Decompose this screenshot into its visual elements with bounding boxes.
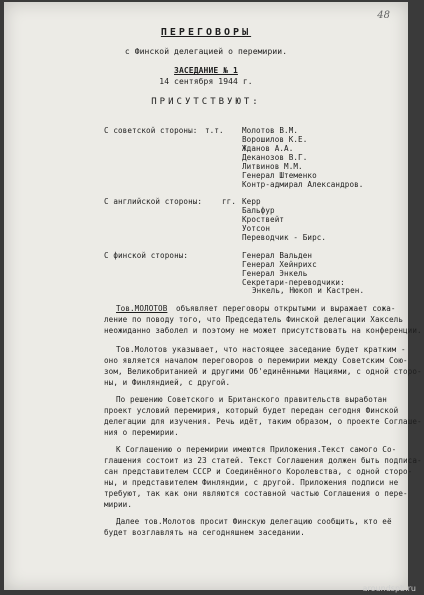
paragraph-line: проект условий перемирия, который будет передан сегодня Финской <box>104 406 399 415</box>
session-date: 14 сентября 1944 г. <box>159 77 253 86</box>
document-page <box>4 2 422 590</box>
paragraph-line: мирии. <box>104 500 133 509</box>
paragraph-line: оно является началом переговоров о перемирии между Советским Сою- <box>104 356 408 365</box>
soviet-name: Генерал Штеменко <box>242 171 317 180</box>
finnish-side-label: С финской стороны: <box>104 251 189 260</box>
paragraph-line: ны, и представителем Финляндии, с другой. Приложения подписи не <box>104 478 399 487</box>
paragraph-line: ление по поводу того, что Председатель Финской делегации Хаксель <box>104 315 403 324</box>
speaker-name: Тов.МОЛОТОВ <box>116 304 168 313</box>
document-subtitle: с Финской делегацией о перемирии. <box>124 47 288 56</box>
soviet-name: Литвинов М.М. <box>242 162 303 171</box>
finnish-name: Энкель, Нюкоп и Кастрен. <box>252 286 365 295</box>
finnish-name: Генерал Энкель <box>242 269 308 278</box>
paragraph-line: объявляет переговоры открытыми и выражает сожа- <box>176 304 396 313</box>
paragraph-line: К Соглашению о перемирии имеются Приложения.Текст самого Со- <box>116 445 397 454</box>
paragraph-line: делегации для изучения. Речь идёт, таким образом, о проекте Соглаше- <box>104 417 422 426</box>
paragraph-line: сан представителем СССР и Соединённого Королевства, с одной сторо- <box>104 467 413 476</box>
page-number: 48 <box>377 10 390 21</box>
soviet-prefix: т.т. <box>205 126 224 135</box>
finnish-name: Секретари-переводчики: <box>242 278 345 287</box>
soviet-name: Деканозов В.Г. <box>242 153 308 162</box>
paragraph-line: По решению Советского и Британского правительств выработан <box>116 395 387 404</box>
paragraph-line: Далее тов.Молотов просит Финскую делегацию сообщить, кто её <box>116 517 392 526</box>
british-name: Бальфур <box>242 206 275 215</box>
soviet-side-label: С советской стороны: <box>104 126 198 135</box>
british-name: Переводчик - Бирс. <box>242 233 327 242</box>
document-title: ПЕРЕГОВОРЫ <box>160 27 252 38</box>
session-number: ЗАСЕДАНИЕ № 1 <box>174 66 238 75</box>
soviet-name: Ворошилов К.Е. <box>242 135 308 144</box>
paragraph-line: зом, Великобританией и другими Об'единёнными Нациями, с одной сторо- <box>104 367 422 376</box>
paragraph-line: неожиданно заболел и поэтому не может присутствовать на конференции. <box>104 326 422 335</box>
present-heading: ПРИСУТСТВУЮТ: <box>151 97 261 107</box>
british-prefix: гг. <box>222 197 237 206</box>
paragraph-line: будет возглавлять на сегодняшнем заседании. <box>104 528 305 537</box>
british-side-label: С английской стороны: <box>104 197 203 206</box>
paragraph-line: ны, и Финляндией, с другой. <box>104 378 231 387</box>
finnish-name: Генерал Хейнрихс <box>242 260 317 269</box>
paragraph-line: требуют, так как они являются составной частью Соглашения о пере- <box>104 489 408 498</box>
paragraph-line: глашения состоит из 23 статей. Текст Соглашения должен быть подпиcа- <box>104 456 422 465</box>
british-name: Уотсон <box>242 224 271 233</box>
finnish-name: Генерал Вальден <box>242 251 313 260</box>
soviet-name: Жданов А.А. <box>242 144 294 153</box>
british-name: Кроствейт <box>242 215 285 224</box>
british-name: Керр <box>242 197 261 206</box>
paragraph-line: Тов.Молотов указывает, что настоящее заседание будет кратким - <box>116 345 406 354</box>
paragraph-line: ния о перемирии. <box>104 428 179 437</box>
soviet-name: Молотов В.М. <box>242 126 299 135</box>
soviet-name: Контр-адмирал Александров. <box>242 180 364 189</box>
watermark: aroundspb.ru <box>362 584 416 593</box>
